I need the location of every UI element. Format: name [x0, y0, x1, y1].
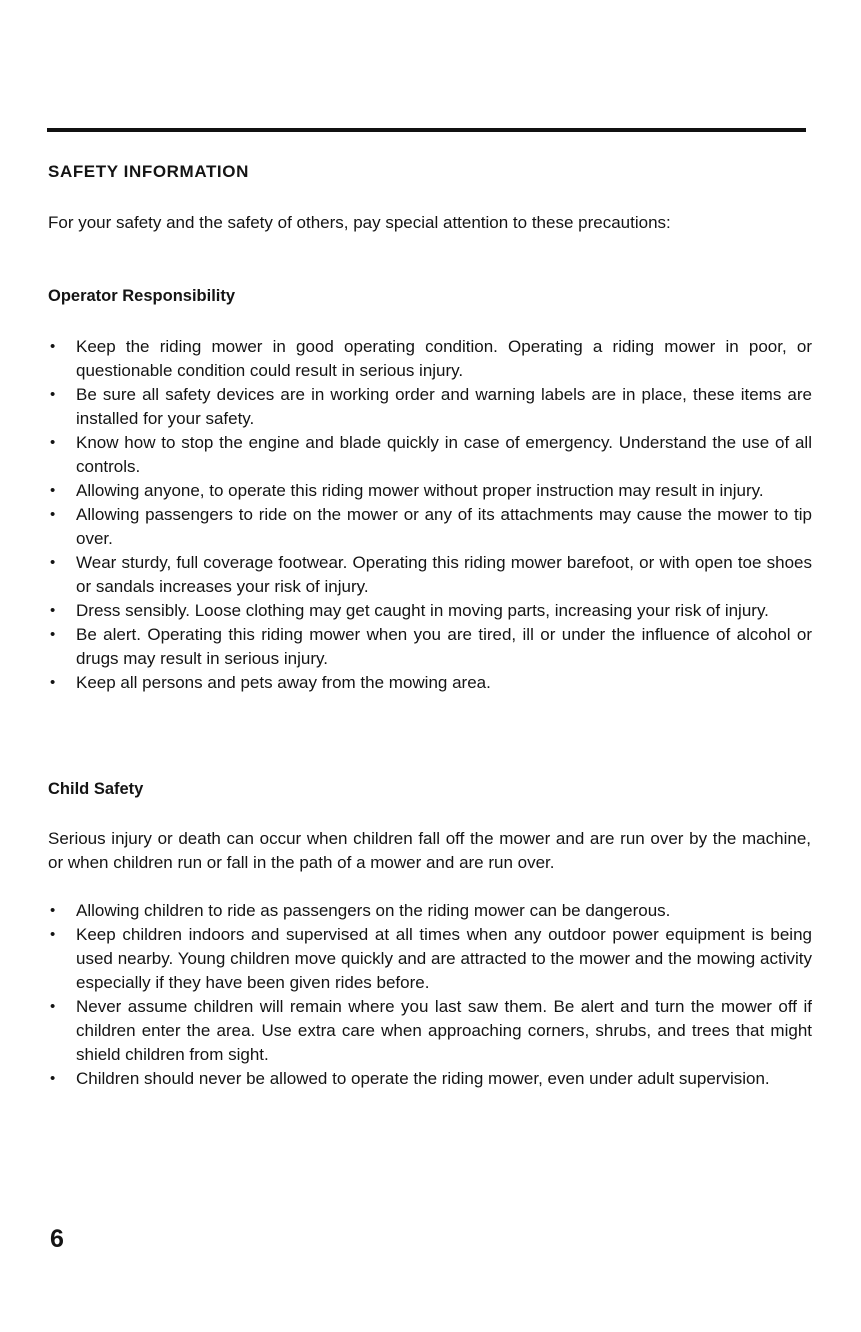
list-item-text: Keep all persons and pets away from the mowing area. [76, 673, 491, 692]
bullet-icon: • [50, 434, 56, 451]
list-item [48, 671, 812, 695]
bullet-icon: • [50, 902, 56, 919]
bullet-icon: • [50, 998, 56, 1015]
header-rule [47, 128, 806, 132]
list-item [48, 599, 812, 623]
intro-paragraph: For your safety and the safety of others, pay special attention to these precautions: [48, 213, 671, 232]
list-item-text: Keep children indoors and supervised at all times when any outdoor power equipment is being used nearby. Young children move quickly and are attracted to the mower and the mowing activity especially if they have been given rides before. [76, 925, 812, 992]
list-item-text: Be sure all safety devices are in working order and warning labels are in place, these items are installed for your safety. [76, 385, 812, 428]
child-safety-intro: Serious injury or death can occur when children fall off the mower and are run over by the machine, or when children run or fall in the path of a mower and are run over. [48, 829, 811, 872]
page-number: 6 [50, 1225, 64, 1253]
child-safety-list [48, 899, 812, 1091]
bullet-icon: • [50, 506, 56, 523]
list-item-text: Dress sensibly. Loose clothing may get caught in moving parts, increasing your risk of injury. [76, 601, 769, 620]
bullet-icon: • [50, 386, 56, 403]
list-item-text: Be alert. Operating this riding mower when you are tired, ill or under the influence of alcohol or drugs may result in serious injury. [76, 625, 812, 668]
child-safety-heading: Child Safety [48, 780, 144, 798]
list-item [48, 431, 812, 479]
bullet-icon: • [50, 626, 56, 643]
list-item [48, 1067, 812, 1091]
list-item-text: Children should never be allowed to operate the riding mower, even under adult supervision. [76, 1069, 770, 1088]
bullet-icon: • [50, 1070, 56, 1087]
list-item [48, 503, 812, 551]
list-item [48, 623, 812, 671]
bullet-icon: • [50, 482, 56, 499]
operator-responsibility-heading: Operator Responsibility [48, 287, 236, 305]
list-item [48, 383, 812, 431]
bullet-icon: • [50, 926, 56, 943]
list-item [48, 479, 812, 503]
bullet-icon: • [50, 338, 56, 355]
list-item [48, 923, 812, 995]
bullet-icon: • [50, 554, 56, 571]
section-title: SAFETY INFORMATION [48, 162, 249, 181]
list-item [48, 551, 812, 599]
list-item [48, 335, 812, 383]
operator-responsibility-list [48, 335, 812, 695]
list-item-text: Allowing passengers to ride on the mower or any of its attachments may cause the mower to tip over. [76, 505, 812, 548]
list-item-text: Know how to stop the engine and blade quickly in case of emergency. Understand the use of all controls. [76, 433, 812, 476]
bullet-icon: • [50, 602, 56, 619]
list-item-text: Never assume children will remain where you last saw them. Be alert and turn the mower off if children enter the area. Use extra care when approaching corners, shrubs, and trees that might shield children from sight. [76, 997, 812, 1064]
list-item-text: Wear sturdy, full coverage footwear. Operating this riding mower barefoot, or with open toe shoes or sandals increases your risk of injury. [76, 553, 812, 596]
bullet-icon: • [50, 674, 56, 691]
list-item [48, 995, 812, 1067]
list-item [48, 899, 812, 923]
list-item-text: Keep the riding mower in good operating condition. Operating a riding mower in poor, or questionable condition could result in serious injury. [76, 337, 812, 380]
list-item-text: Allowing children to ride as passengers on the riding mower can be dangerous. [76, 901, 671, 920]
list-item-text: Allowing anyone, to operate this riding mower without proper instruction may result in injury. [76, 481, 764, 500]
